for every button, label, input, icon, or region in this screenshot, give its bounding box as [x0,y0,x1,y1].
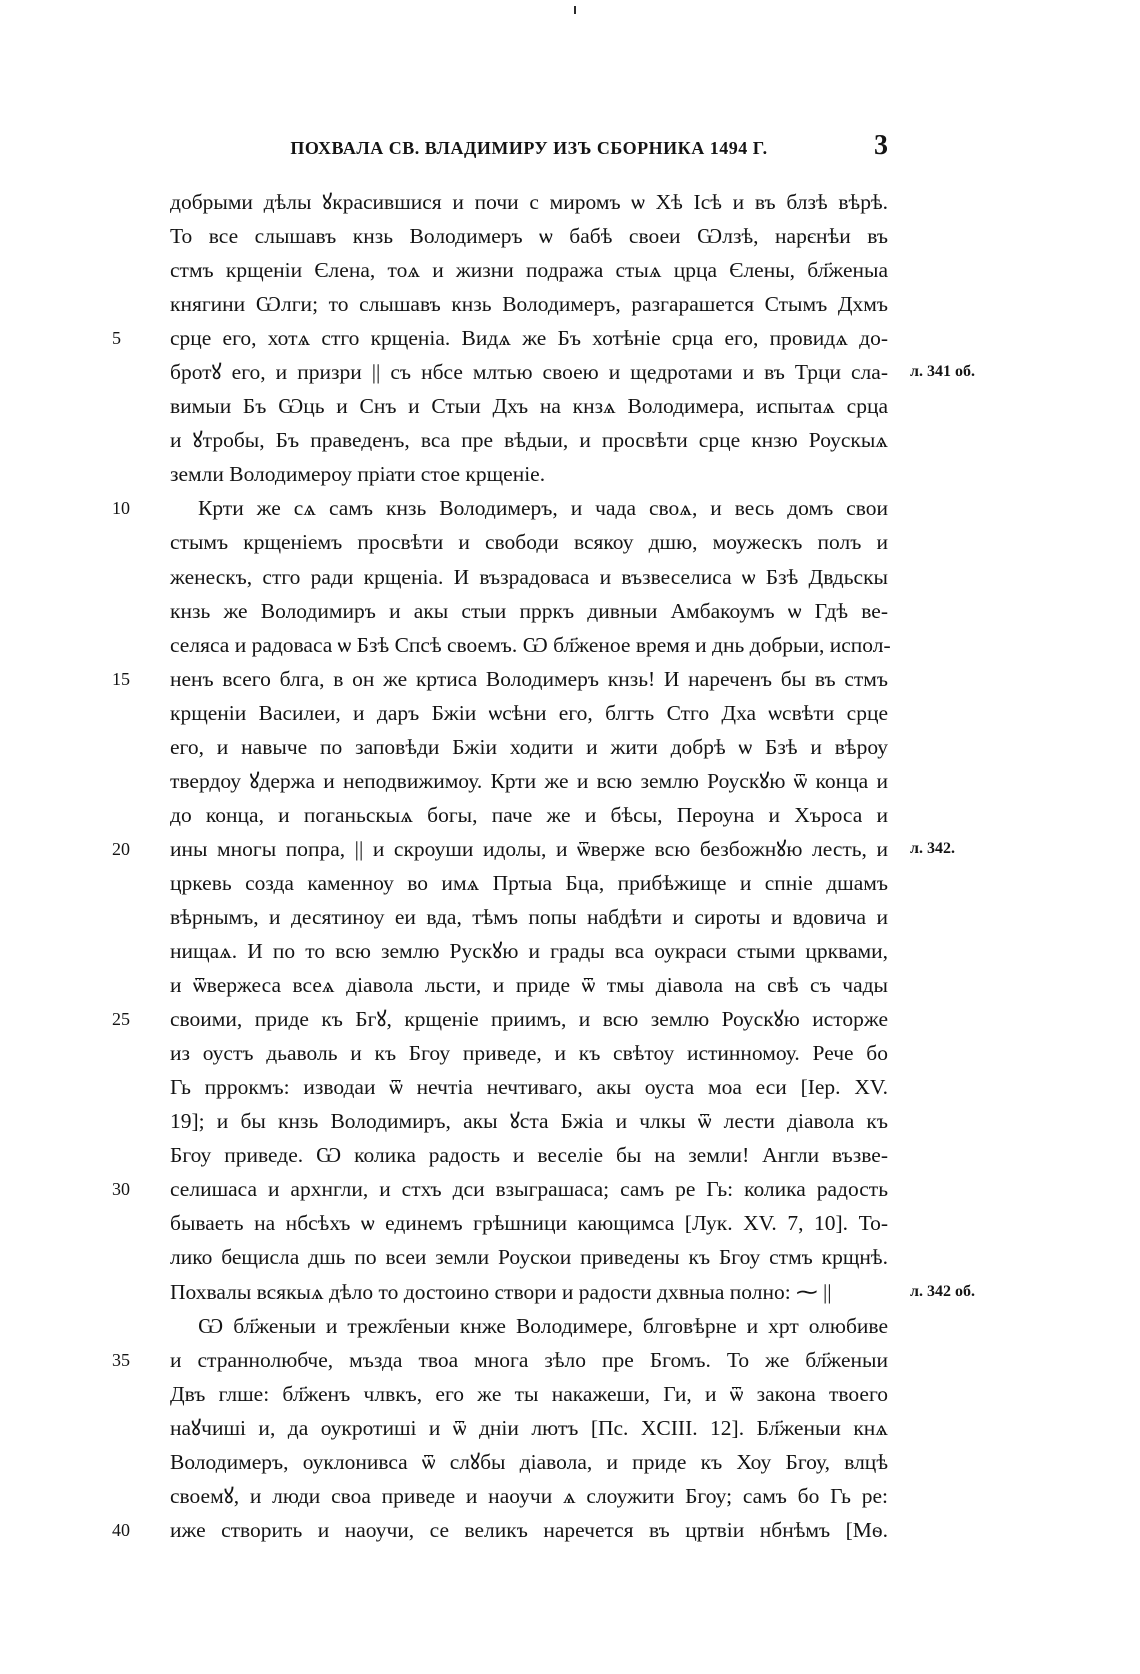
line-number: 15 [112,668,130,689]
line-text: из оустъ дьаволь и къ Бгоу приведе, и къ свѣтоу истинномоу. Рече бо [170,1041,888,1066]
text-line [170,900,888,934]
text-line [170,219,888,253]
line-text: и ѿвержеса всеѧ діавола льсти, и приде ѿ тмы діавола на свѣ съ чады [170,973,888,998]
line-number: 25 [112,1009,130,1030]
line-text: кнзь же Володимиръ и акы стыи прркъ дивныи Амбакоумъ ѡ Гдѣ ве- [170,598,888,623]
text-line [170,287,888,321]
text-line [170,457,888,491]
text-line [112,321,888,355]
folio-marginal-note: л. 341 об. [910,363,975,381]
text-line [170,628,891,662]
line-text: цркевь созда каменноу во имѧ Пртыа Бца, прибѣжище и спніе дшамъ [170,870,888,895]
text-line [170,253,888,287]
line-text: Ѡ бл҃женыи и трежл҃еныи кнже Володимере, блговѣрне и хрт олюбиве [198,1313,888,1338]
text-line [170,1377,888,1411]
text-line [170,798,888,832]
text-line [170,1104,888,1138]
line-text: своемꙋ, и люди своа приведе и наоучи ѧ слоужити Бгоу; самъ бо Гь ре: [170,1483,888,1508]
text-line [170,525,888,559]
line-text: его, и навыче по заповѣди Бжіи ходити и жити добрѣ ѡ Бзѣ и вѣроу [170,734,888,759]
text-line [170,730,888,764]
text-line [112,832,955,866]
page-number: 3 [874,130,888,161]
line-text: Гь пррокмъ: изводаи ѿ нечтіа нечтиваго, акы оуста моа еси [Іер. XV. [170,1075,888,1100]
text-line [170,389,888,423]
line-text: стымъ крщеніемъ просвѣти и свободи всякоу дшю, моужескъ полъ и [170,530,888,555]
line-text: бротꙋ его, и призри || съ нбсе млтью своею и щедротами и въ Трци сла- [170,360,888,385]
text-line [170,764,888,798]
scan-speck [574,6,576,14]
text-line [170,560,888,594]
text-line [170,1070,888,1104]
text-line [170,355,975,389]
line-text: вимыи Бъ Ѡць и Снъ и Стыи Дхъ на кнзѧ Володимера, испытаѧ срца [170,394,888,419]
line-text: Похвалы всякыѧ дѣло то достоино створи и радости дхвныа полно: ⁓ || [170,1279,832,1304]
text-line [170,696,888,730]
line-number: 35 [112,1349,130,1370]
text-line [112,1002,888,1036]
line-number: 40 [112,1519,130,1540]
text-line [112,1172,888,1206]
line-text: вѣрнымъ, и десятиноу еи вда, тѣмъ попы набдѣти и сироты и вдовича и [170,904,888,929]
body-text [112,185,975,1547]
line-text: ненъ всего блга, в он же кртиса Володимеръ кнзь! И нареченъ бы въ стмъ [170,666,888,691]
line-text: и ꙋтробы, Бъ праведенъ, вса пре вѣдыи, и просвѣти срце кнзю Роускыѧ [170,428,888,453]
text-line [170,1240,888,1274]
line-text: добрыми дѣлы ꙋкрасившися и почи с миромъ ѡ Хѣ Ісѣ и въ блзѣ вѣрѣ. [170,190,888,214]
line-text: стмъ крщеніи Єлена, тоѧ и жизни подража стыѧ црца Єлены, бл҃женыа [170,258,888,283]
line-text: своими, приде къ Бгꙋ, крщеніе приимъ, и всю землю Роускꙋю исторже [170,1007,888,1032]
line-text: срце его, хотѧ стго крщеніа. Видѧ же Бъ хотѣніе срца его, провидѧ до- [170,326,888,351]
line-text: ины многы попра, || и скроуши идолы, и ѿверже всю безбожнꙋю лесть, и [170,836,888,861]
line-text: 19]; и бы кнзь Володимиръ, акы ꙋста Бжіа и члкы ѿ лести діавола къ [170,1109,888,1134]
line-text: иже створить и наоучи, се великъ наречется въ цртвіи нбнѣмъ [Мѳ. [170,1517,888,1542]
text-line [170,1445,888,1479]
text-line [170,866,888,900]
line-text: женескъ, стго ради крщеніа. И възрадоваса и възвеселиса ѡ Бзѣ Двдьскы [170,564,888,589]
text-line [170,594,888,628]
line-number: 5 [112,328,121,349]
folio-marginal-note: л. 342 об. [910,1282,975,1300]
text-line [170,1309,888,1343]
line-text: То все слышавъ кнзь Володимеръ ѡ бабѣ своеи Ѡлзѣ, нарєнѣи въ [170,224,888,249]
text-line [170,1206,888,1240]
text-line [170,185,888,219]
line-text: Володимеръ, оуклонивса ѿ слꙋбы діавола, и приде къ Хоу Бгоу, влцѣ [170,1449,888,1474]
text-line [170,1411,888,1445]
line-number: 30 [112,1179,130,1200]
text-line [170,968,888,1002]
text-line [112,491,888,525]
text-line [112,1343,888,1377]
line-number: 10 [112,498,130,519]
line-number: 20 [112,838,130,859]
text-line [170,1275,975,1309]
line-text: Крти же сѧ самъ кнзь Володимеръ, и чада своѧ, и весь домъ свои [198,496,888,521]
line-text: Бгоу приведе. Ѡ колика радость и веселіе бы на земли! Англи възве- [170,1143,888,1168]
text-line [170,1479,888,1513]
line-text: лико бещисла дшь по всеи земли Роускои приведены къ Бгоу стмъ крщнѣ. [170,1245,888,1270]
line-text: селишаса и архнгли, и стхъ дси взыграшаса; самъ ре Гь: колика радость [170,1177,888,1202]
line-text: до конца, и поганьскыѧ богы, паче же и бѣсы, Пероуна и Хъроса и [170,802,888,827]
line-text: наꙋчиші и, да оукротиші и ѿ дніи лютъ [Пс. XCIII. 12]. Бл҃женыи кнѧ [170,1415,888,1440]
text-line [170,1036,888,1070]
line-text: бываеть на нбсѣхъ ѡ единемъ грѣшници кающимса [Лук. XV. 7, 10]. То- [170,1211,888,1236]
line-text: крщеніи Василеи, и даръ Бжіи ѡсѣни его, блгть Стго Дха ѡсвѣти срце [170,700,888,725]
line-text: земли Володимероу пріати стое крщеніе. [170,462,546,487]
folio-marginal-note: л. 342. [910,839,955,857]
line-text: селяса и радоваса ѡ Бзѣ Спсѣ своемъ. Ѡ бл҃женое время и днь добрыи, испол- [170,632,891,657]
header-title: ПОХВАЛА СВ. ВЛАДИМИРУ ИЗЪ СБОРНИКА 1494 Г. [290,138,768,158]
line-text: Двъ глше: бл҃женъ члвкъ, его же ты накажеши, Ги, и ѿ закона твоего [170,1381,888,1406]
running-header [170,130,888,178]
text-line [112,1513,888,1547]
line-text: твердоу ꙋдержа и неподвижимоу. Крти же и всю землю Роускꙋю ѿ конца и [170,768,888,793]
line-text: нищаѧ. И по то всю землю Рускꙋю и грады вса оукраси стыми црквами, [170,939,888,964]
text-line [112,662,888,696]
line-text: княгини Ѡлги; то слышавъ кнзь Володимеръ, разгарашется Стымъ Дхмъ [170,292,888,317]
text-line [170,934,888,968]
line-text: и страннолюбче, мъзда твоа многа зѣло пре Бгомъ. То же бл҃женыи [170,1347,888,1372]
text-line [170,1138,888,1172]
text-line [170,423,888,457]
